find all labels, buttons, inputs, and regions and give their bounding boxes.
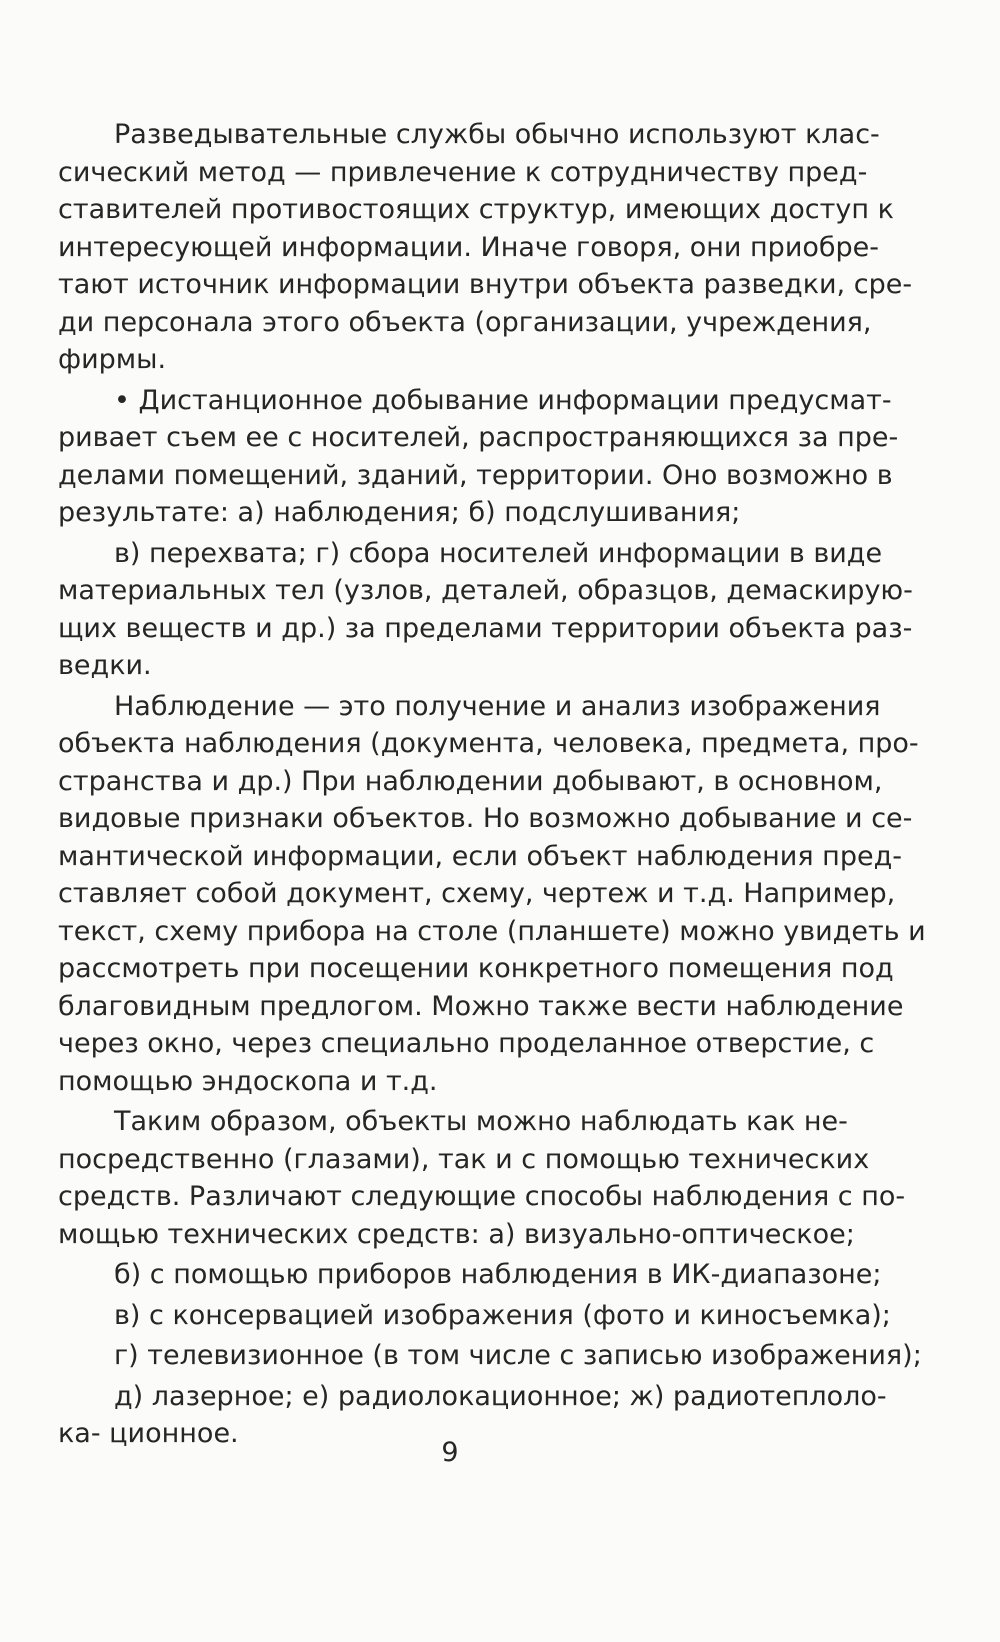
text-line: объекта наблюдения (документа, человека, предмета, про- xyxy=(58,728,919,759)
text-line: ведки. xyxy=(58,650,152,681)
text-line: мантической информации, если объект наблюдения пред- xyxy=(58,840,902,872)
text-column xyxy=(58,116,926,1456)
text-line: фирмы. xyxy=(58,344,167,375)
paragraph-interception xyxy=(58,535,913,685)
text-line: Разведывательные службы обычно используют клас- xyxy=(114,119,880,150)
text-line: тают источник информации внутри объекта разведки, сре- xyxy=(58,269,913,300)
text-line: ка- ционное. xyxy=(58,1418,239,1449)
text-line: через окно, через специально проделанное отверстие, с xyxy=(58,1028,875,1059)
text-line: сический метод — привлечение к сотрудничеству пред- xyxy=(58,156,868,188)
paragraph-observation-methods xyxy=(58,1103,906,1253)
list-item-television xyxy=(58,1337,922,1375)
text-line: странства и др.) При наблюдении добывают, в основном, xyxy=(58,765,883,797)
paragraph-remote-acquisition xyxy=(58,382,899,532)
text-line: в) с консервацией изображения (фото и киносъемка); xyxy=(114,1299,891,1331)
text-line: • Дистанционное добывание информации предусмат- xyxy=(114,384,892,416)
text-line: Таким образом, объекты можно наблюдать как не- xyxy=(114,1106,848,1137)
text-line: помощью эндоскопа и т.д. xyxy=(58,1065,438,1097)
text-line: благовидным предлогом. Можно также вести наблюдение xyxy=(58,990,904,1022)
text-line: мощью технических средств: а) визуально-оптическое; xyxy=(58,1218,855,1250)
list-item-photo xyxy=(58,1297,891,1335)
text-line: ривает съем ее с носителей, распространяющихся за пре- xyxy=(58,422,899,453)
text-line: в) перехвата; г) сбора носителей информации в виде xyxy=(114,537,883,569)
text-line: результате: а) наблюдения; б) подслушивания; xyxy=(58,497,741,528)
text-line: ди персонала этого объекта (организации, учреждения, xyxy=(58,306,872,338)
text-line: текст, схему прибора на столе (планшете) можно увидеть и xyxy=(58,915,926,947)
paragraph-observation xyxy=(58,688,926,1101)
text-line: щих веществ и др.) за пределами территории объекта раз- xyxy=(58,612,913,644)
text-line: б) с помощью приборов наблюдения в ИК-диапазоне; xyxy=(114,1259,882,1290)
text-line: средств. Различают следующие способы наблюдения с по- xyxy=(58,1181,906,1212)
text-line: ставляет собой документ, схему, чертеж и т.д. Например, xyxy=(58,878,896,909)
paragraph-intelligence-services xyxy=(58,116,913,379)
text-line: рассмотреть при посещении конкретного помещения под xyxy=(58,953,894,984)
text-line: ставителей противостоящих структур, имеющих доступ к xyxy=(58,194,894,225)
page-number: 9 xyxy=(441,1437,459,1468)
text-line: г) телевизионное (в том числе с записью изображения); xyxy=(114,1340,922,1371)
text-line: видовые признаки объектов. Но возможно добывание и се- xyxy=(58,803,913,834)
text-line: посредственно (глазами), так и с помощью технических xyxy=(58,1143,870,1175)
list-item-infrared xyxy=(58,1256,882,1294)
text-line: д) лазерное; е) радиолокационное; ж) радиотеплоло- xyxy=(114,1380,887,1412)
text-line: материальных тел (узлов, деталей, образцов, демаскирую- xyxy=(58,575,913,606)
text-line: Наблюдение — это получение и анализ изображения xyxy=(114,690,881,722)
text-line: делами помещений, зданий, территории. Оно возможно в xyxy=(58,459,893,491)
text-line: интересующей информации. Иначе говоря, они приобре- xyxy=(58,231,880,263)
